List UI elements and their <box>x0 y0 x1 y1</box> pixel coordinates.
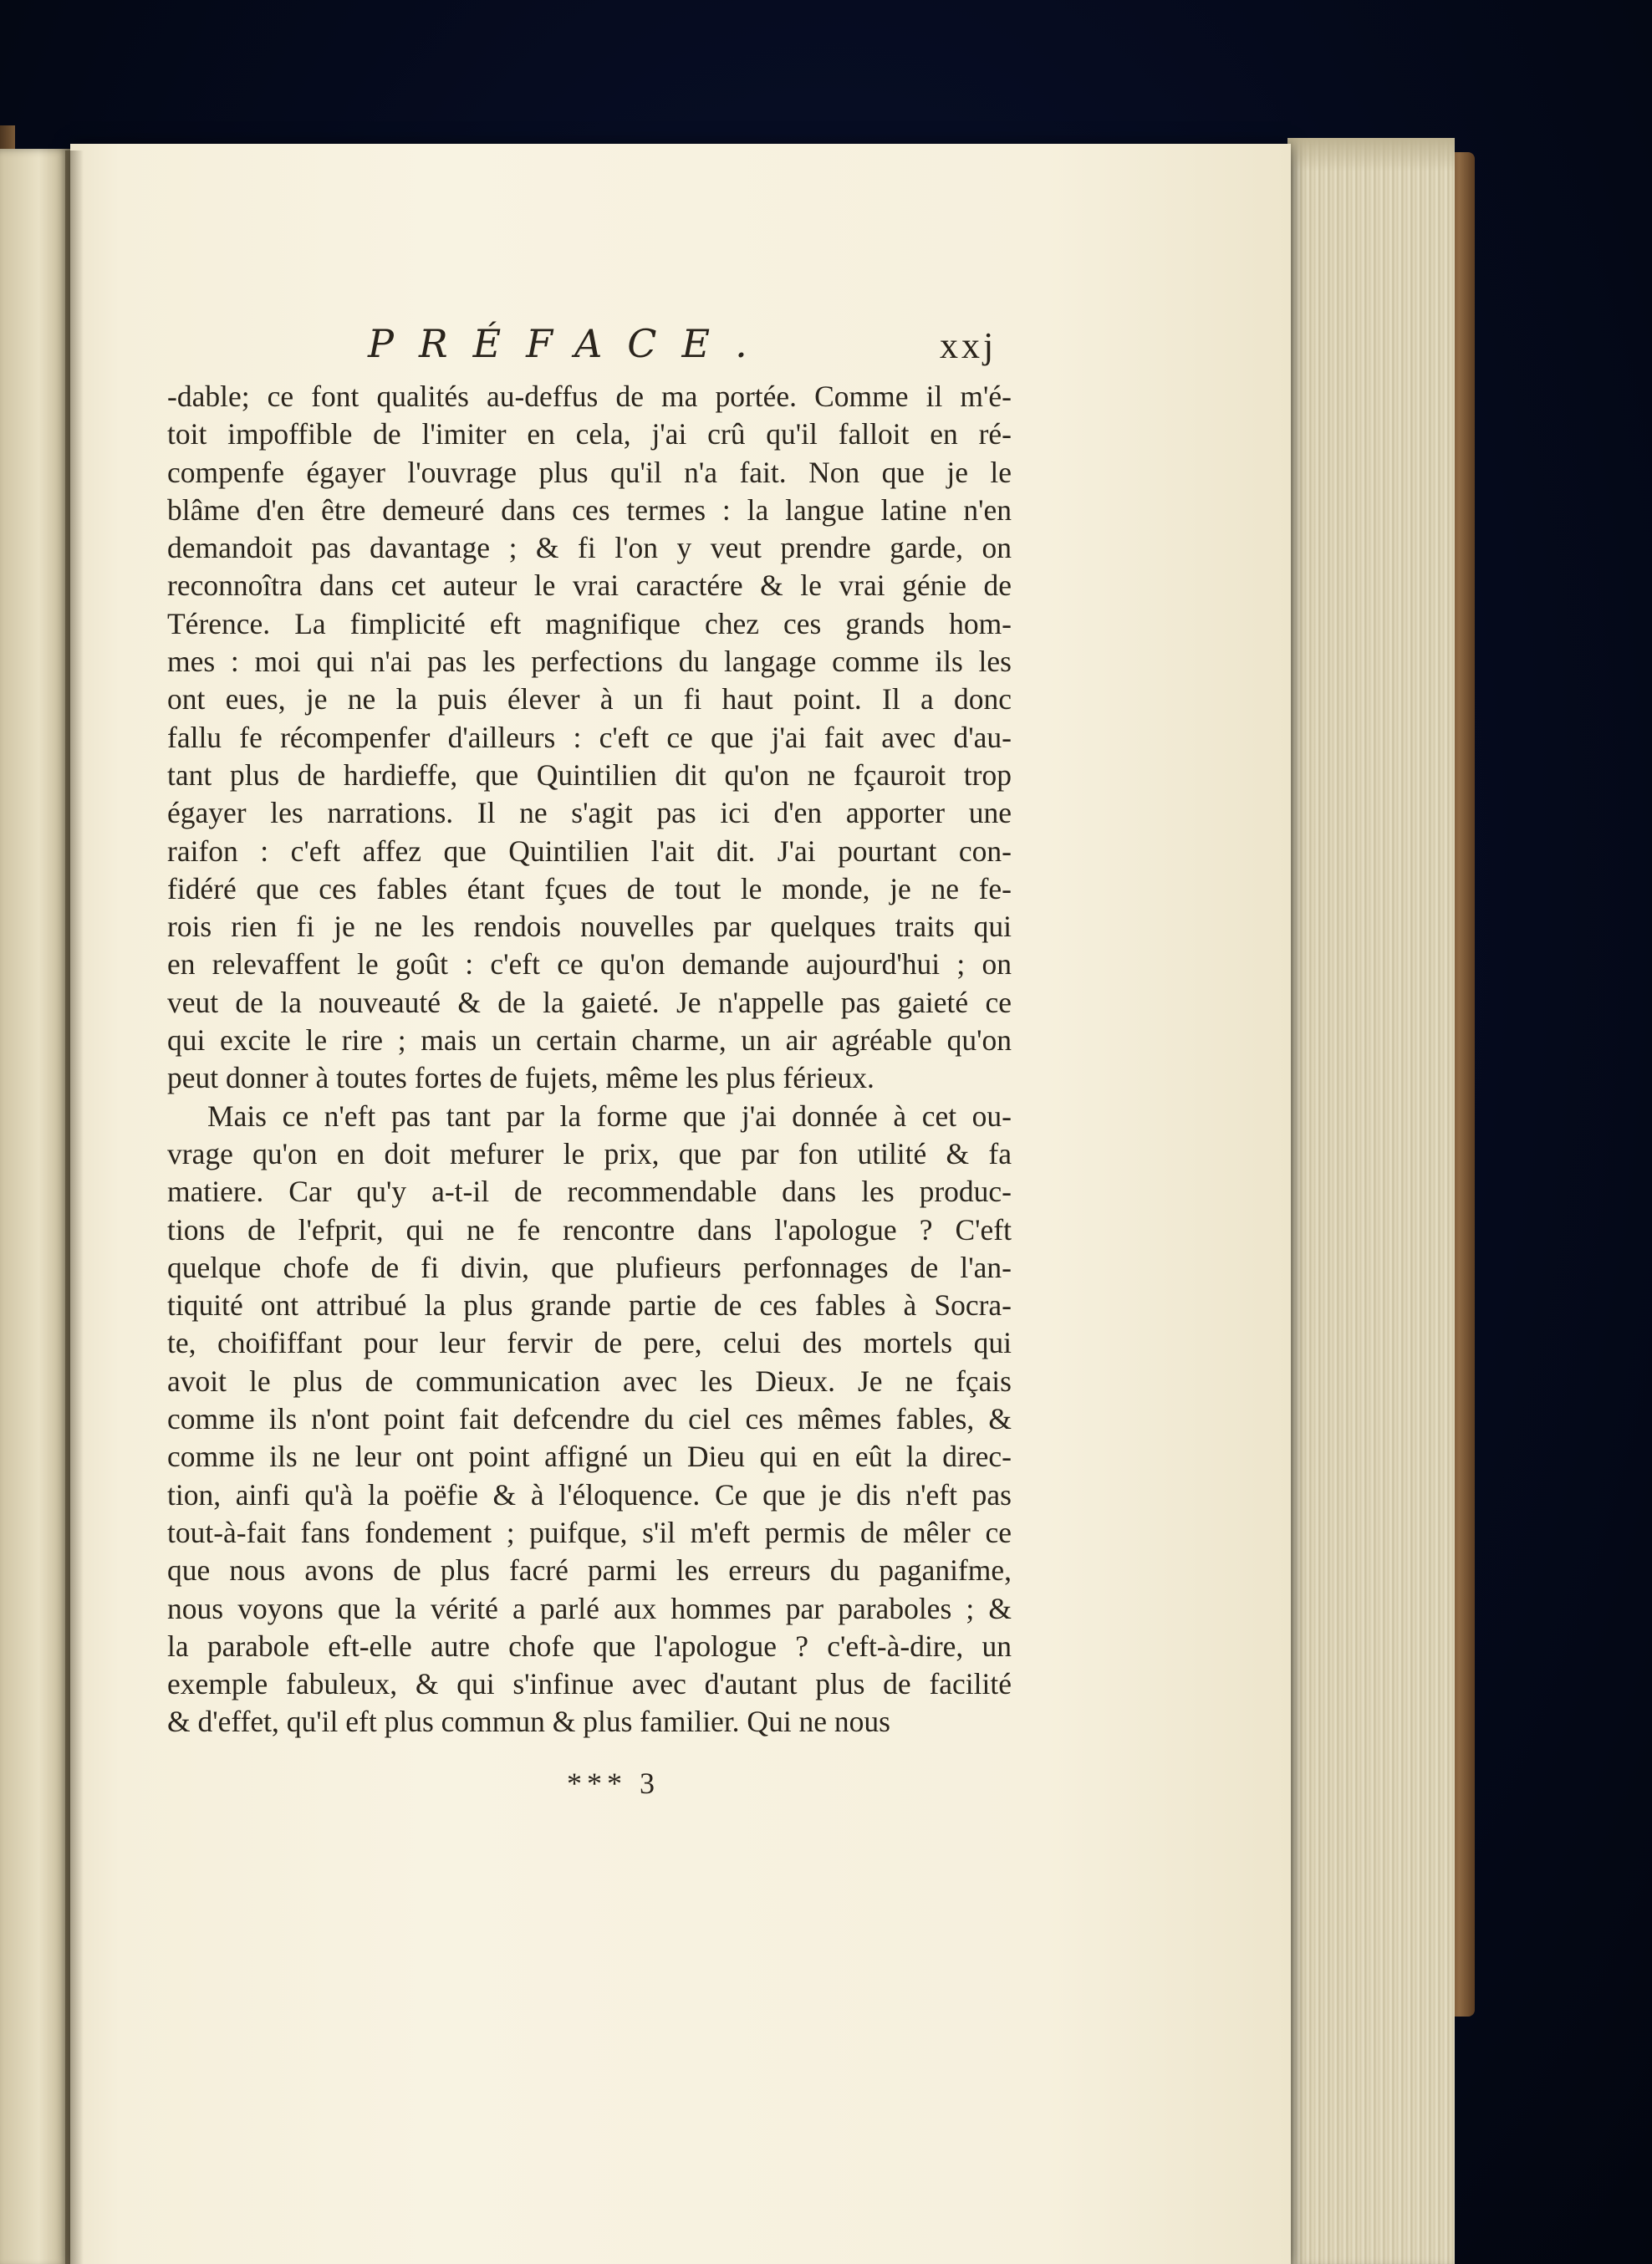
page-edges-stack <box>1287 138 1455 2264</box>
text-line: -dable; ce font qualités au-deffus de ma portée. Comme il m'é- <box>167 380 1012 413</box>
text-line: rois rien fi je ne les rendois nouvelles par quelques traits qui <box>167 910 1012 944</box>
text-line: toit impoffible de l'imiter en cela, j'ai crû qu'il falloit en ré- <box>167 417 1012 451</box>
text-line: Mais ce n'eft pas tant par la forme que j'ai donnée à cet ou- <box>207 1099 1012 1133</box>
text-line: te, choififfant pour leur fervir de pere, celui des mortels qui <box>167 1326 1012 1360</box>
text-line: tions de l'efprit, qui ne fe rencontre dans l'apologue ? C'eft <box>167 1212 1012 1247</box>
paragraph-2 <box>167 1098 1012 1741</box>
text-line: mes : moi qui n'ai pas les perfections du langage comme ils les <box>167 645 1012 679</box>
text-line: peut donner à toutes fortes de fujets, même les plus férieux. <box>167 1061 874 1095</box>
text-line: la parabole eft-elle autre chofe que l'apologue ? c'eft-à-dire, un <box>167 1629 1012 1663</box>
paragraph-1 <box>167 378 1012 1098</box>
body-text <box>167 378 1012 1741</box>
gutter-shadow <box>65 150 84 2264</box>
text-line: égayer les narrations. Il ne s'agit pas ici d'en apporter une <box>167 796 1012 830</box>
text-line: tout-à-fait fans fondement ; puifque, s'il m'eft permis de mêler ce <box>167 1515 1012 1549</box>
text-line: nous voyons que la vérité a parlé aux hommes par paraboles ; & <box>167 1591 1012 1625</box>
text-line: tion, ainfi qu'à la poëfie & à l'éloquence. Ce que je dis n'eft pas <box>167 1477 1012 1512</box>
text-line: blâme d'en être demeuré dans ces termes : la langue latine n'en <box>167 492 1012 527</box>
text-line: Térence. La fimplicité eft magnifique chez ces grands hom- <box>167 606 1012 640</box>
text-line: raifon : c'eft affez que Quintilien l'ait dit. J'ai pourtant con- <box>167 834 1012 868</box>
text-line: quelque chofe de fi divin, que plufieurs perfonnages de l'an- <box>167 1250 1012 1284</box>
page-edges-shadow <box>1287 138 1455 171</box>
text-line: veut de la nouveauté & de la gaieté. Je n'appelle pas gaieté ce <box>167 985 1012 1019</box>
text-line: & d'effet, qu'il eft plus commun & plus familier. Qui ne nous <box>167 1705 891 1739</box>
text-line: vrage qu'on en doit mefurer le prix, que par fon utilité & fa <box>167 1136 1012 1170</box>
text-line: comme ils n'ont point fait defcendre du ciel ces mêmes fables, & <box>167 1402 1012 1436</box>
text-line: ont eues, je ne la puis élever à un fi haut point. Il a donc <box>167 682 1012 716</box>
text-line: comme ils ne leur ont point affigné un Dieu qui en eût la direc- <box>167 1440 1012 1474</box>
text-line: fidéré que ces fables étant fçues de tout le monde, je ne fe- <box>167 871 1012 905</box>
text-line: en relevaffent le goût : c'eft ce qu'on demande aujourd'hui ; on <box>167 947 1012 982</box>
text-line: avoit le plus de communication avec les Dieux. Je ne fçais <box>167 1364 1012 1398</box>
text-line: tant plus de hardieffe, que Quintilien dit qu'on ne fçauroit trop <box>167 757 1012 792</box>
page-number: xxj <box>940 325 997 366</box>
text-line: fallu fe récompenfer d'ailleurs : c'eft ce que j'ai fait avec d'au- <box>167 720 1012 754</box>
text-line: demandoit pas davantage ; & fi l'on y veut prendre garde, on <box>167 531 1012 565</box>
text-line: reconnoîtra dans cet auteur le vrai caractére & le vrai génie de <box>167 569 1012 603</box>
text-line: matiere. Car qu'y a-t-il de recommendable dans les produc- <box>167 1175 1012 1209</box>
text-line: que nous avons de plus facré parmi les erreurs du paganifme, <box>167 1553 1012 1588</box>
text-line: compenfe égayer l'ouvrage plus qu'il n'a fait. Non que je le <box>167 455 1012 489</box>
text-line: qui excite le rire ; mais un certain charme, un air agréable qu'on <box>167 1023 1012 1058</box>
text-line: exemple fabuleux, & qui s'infinue avec d'autant plus de facilité <box>167 1667 1012 1701</box>
signature-mark: *** 3 <box>567 1767 660 1800</box>
verso-page-edge <box>0 149 70 2264</box>
text-line: tiquité ont attribué la plus grande partie de ces fables à Socra- <box>167 1288 1012 1323</box>
running-head-title: PRÉFACE. <box>368 321 772 366</box>
